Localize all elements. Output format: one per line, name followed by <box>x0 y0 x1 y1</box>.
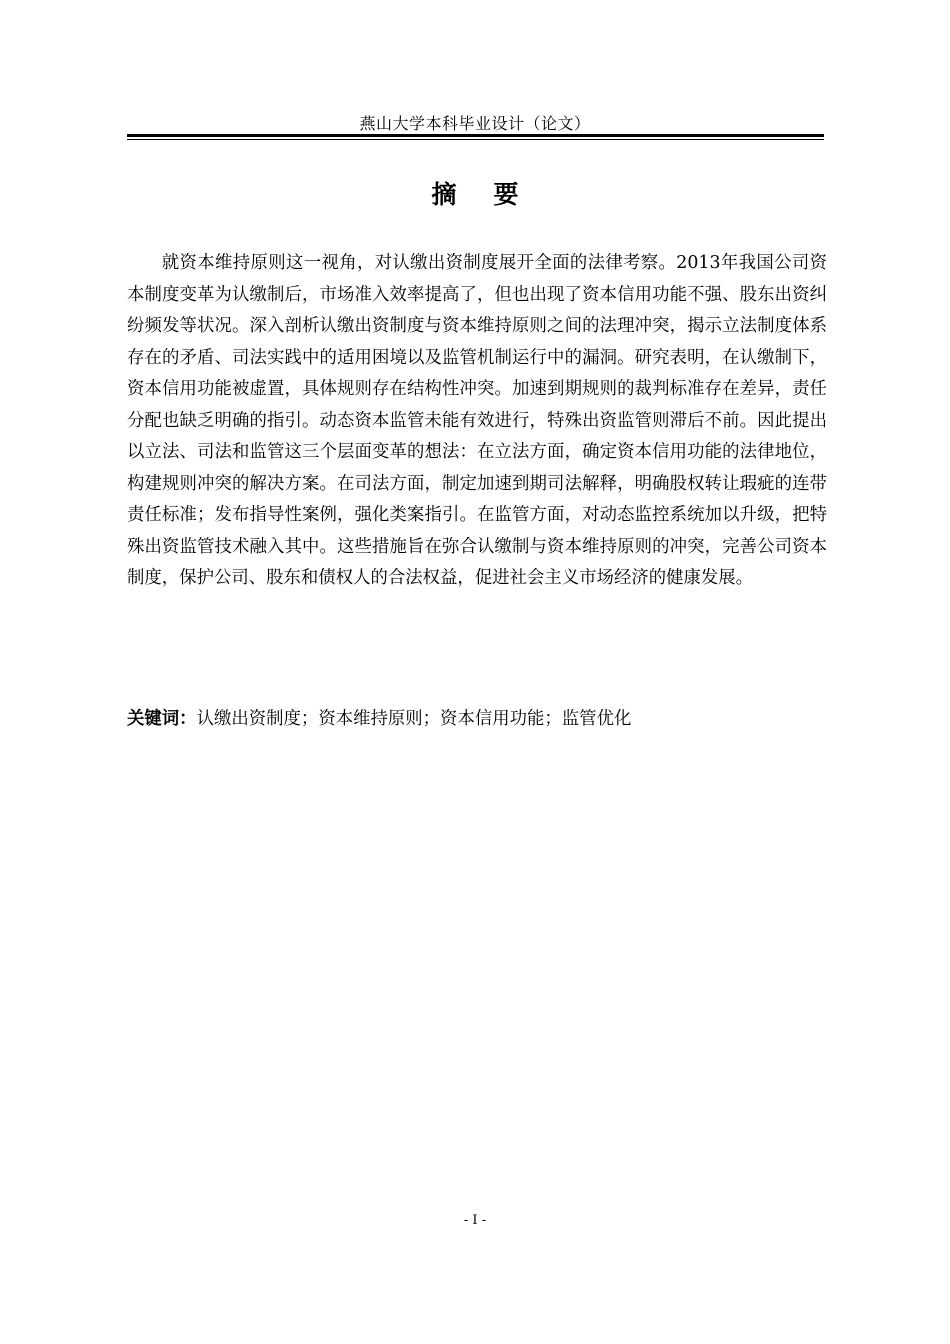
running-header: 燕山大学本科毕业设计（论文） <box>359 114 591 133</box>
page-title <box>127 175 823 215</box>
header-rule-thick <box>127 134 824 137</box>
abstract-body: 就资本维持原则这一视角，对认缴出资制度展开全面的法律考察。2013年我国公司资本制度变革为认缴制后，市场准入效率提高了，但也出现了资本信用功能不强、股东出资纠纷频发等状况。深入剖析认缴出资制度与资本维持原则之间的法理冲突，揭示立法制度体系存在的矛盾、司法实践中的适用困境以及监管机制运行中的漏洞。研究表明，在认缴制下，资本信用功能被虚置，具体规则存在结构性冲突。加速到期规则的裁判标准存在差异，责任分配也缺乏明确的指引。动态资本监管未能有效进行，特殊出资监管则滞后不前。因此提出以立法、司法和监管这三个层面变革的想法：在立法方面，确定资本信用功能的法律地位，构建规则冲突的解决方案。在司法方面，制定加速到期司法解释，明确股权转让瑕疵的连带责任标准；发布指导性案例，强化类案指引。在监管方面，对动态监控系统加以升级，把特殊出资监管技术融入其中。这些措施旨在弥合认缴制与资本维持原则的冲突，完善公司资本制度，保护公司、股东和债权人的合法权益，促进社会主义市场经济的健康发展。 <box>127 253 827 588</box>
keywords-label: 关键词： <box>127 709 197 729</box>
keywords-value: 认缴出资制度；资本维持原则；资本信用功能；监管优化 <box>196 709 632 729</box>
title-char-1: 摘 <box>431 180 457 209</box>
title-char-2: 要 <box>493 180 519 209</box>
header-rule-thin <box>127 139 824 140</box>
keywords-line <box>127 704 827 736</box>
page-number: - I - <box>463 1213 487 1228</box>
